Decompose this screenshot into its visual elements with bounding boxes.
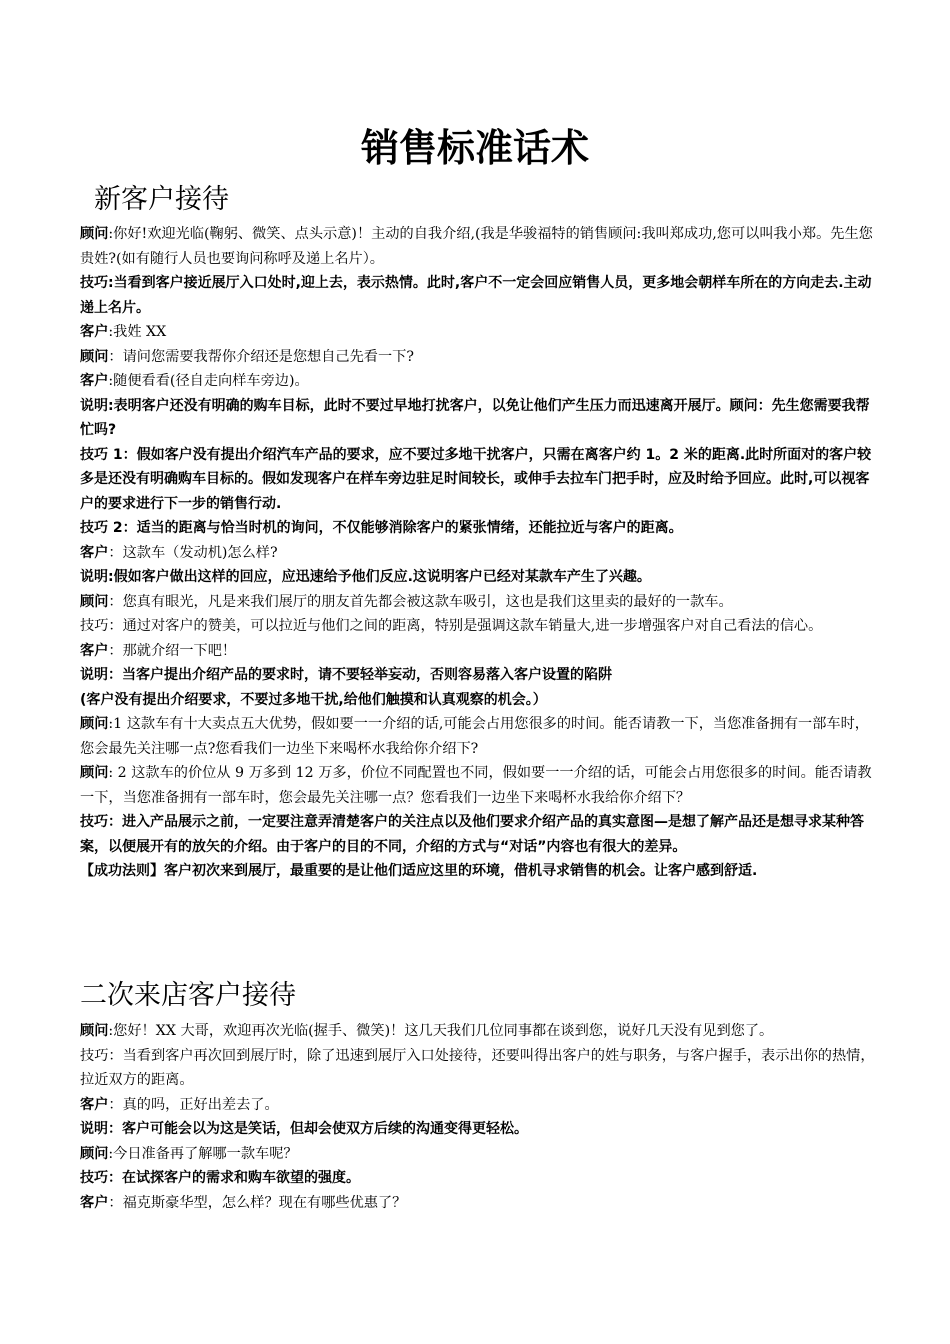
speaker-label: 顾问 [80,348,109,365]
paragraph [80,541,875,566]
paragraph-text: 说明：客户可能会以为这是笑话，但却会使双方后续的沟通变得更轻松。 [80,1121,528,1137]
paragraph [80,1142,875,1167]
paragraph [80,320,875,345]
paragraph-text: 说明：当客户提出介绍产品的要求时，请不要轻举妄动，否则容易落入客户设置的陷阱 [80,667,612,683]
section-heading-return-customer: 二次来店客户接待 [80,980,296,1011]
paragraph-text: 技巧 2：适当的距离与恰当时机的询问，不仅能够消除客户的紧张情绪，还能拉近与客户的距离。 [80,520,683,536]
paragraph-text: ：请问您需要我帮你介绍还是您想自己先看一下? [108,348,414,365]
paragraph-text: ：您真有眼光，凡是来我们展厅的朋友首先都会被这款车吸引，这也是我们这里卖的最好的一款车。 [108,593,733,610]
speaker-label: 客户 [80,1096,109,1113]
paragraph [80,345,875,370]
paragraph-text: :今日准备再了解哪一款车呢？ [108,1145,298,1162]
paragraph [80,810,875,859]
section-body-return-customer [80,1019,875,1215]
speaker-label: 客户 [80,544,109,561]
speaker-label: 顾问 [80,1023,109,1039]
paragraph-text: 技巧:当看到客户接近展厅入口处时,迎上去，表示热情。此时,客户不一定会回应销售人员，更多地会朝样车所在的方向走去.主动递上名片。 [80,275,872,316]
paragraph [80,271,875,320]
speaker-label: 客户 [80,324,109,340]
document-title: 销售标准话术 [360,126,589,170]
paragraph [80,859,875,884]
speaker-label: 顾问 [80,1145,109,1162]
paragraph-text: :我姓 XX [108,324,167,340]
paragraph-text: 技巧：通过对客户的赞美，可以拉近与他们之间的距离，特别是强调这款车销量大,进一步增强客户对自己看法的信心。 [80,618,823,634]
paragraph [80,1044,875,1093]
paragraph [80,516,875,541]
speaker-label: 顾问 [80,593,109,610]
paragraph-text: 说明:表明客户还没有明确的购车目标，此时不要过早地打扰客户，以免让他们产生压力而迅速离开展厅。顾问：先生您需要我帮忙吗? [80,397,870,438]
paragraph [80,712,875,761]
paragraph-text: 技巧：在试探客户的需求和购车欲望的强度。 [80,1170,360,1186]
speaker-label: 顾问 [80,765,109,781]
paragraph [80,1093,875,1118]
paragraph [80,369,875,394]
section-heading-new-customer: 新客户接待 [94,184,229,215]
paragraph [80,639,875,664]
speaker-label: 顾问 [80,226,109,242]
paragraph [80,688,875,713]
paragraph [80,761,875,810]
speaker-label: 客户 [80,642,109,659]
paragraph [80,394,875,443]
paragraph-text: ：福克斯豪华型，怎么样？现在有哪些优惠了？ [108,1194,407,1211]
paragraph-text: :您好！XX 大哥，欢迎再次光临(握手、微笑)！这几天我们几位同事都在谈到您，说好几天没有见到您了。 [108,1023,774,1039]
paragraph [80,1117,875,1142]
paragraph-text: : 2 这款车的价位从 9 万多到 12 万多，价位不同配置也不同，假如要一一介绍的话，可能会占用您很多的时间。能否请教一下，当您准备拥有一部车时，您会最先关注哪一点？您看我们一边坐下来喝杯水我给你介绍下？ [80,765,872,806]
paragraph-text: :你好!欢迎光临(鞠躬、微笑、点头示意)！主动的自我介绍,(我是华骏福特的销售顾问:我叫郑成功,您可以叫我小郑。先生您贵姓?(如有随行人员也要询问称呼及递上名片）。 [80,226,873,267]
paragraph [80,222,875,271]
paragraph-text: ：这款车（发动机)怎么样? [108,544,278,561]
paragraph [80,1019,875,1044]
paragraph [80,663,875,688]
paragraph [80,443,875,517]
paragraph [80,1166,875,1191]
paragraph-text: ：那就介绍一下吧！ [108,642,237,659]
paragraph-text: 【成功法则】客户初次来到展厅，最重要的是让他们适应这里的环境，借机寻求销售的机会。让客户感到舒适. [80,863,758,879]
paragraph-text: 技巧 1：假如客户没有提出介绍汽车产品的要求，应不要过多地干扰客户，只需在离客户约 1。2 米的距离.此时所面对的客户较多是还没有明确购车目标的。假如发现客户在样车旁边驻足时间较长，或伸手去拉车门把手时，应及时给予回应。此时,可以视客户的要求进行下一步的销售行动. [80,446,872,512]
paragraph-text: :1 这款车有十大卖点五大优势，假如要一一介绍的话,可能会占用您很多的时间。能否请教一下，当您准备拥有一部车时，您会最先关注哪一点?您看我们一边坐下来喝杯水我给你介绍下? [80,716,869,757]
paragraph [80,565,875,590]
speaker-label: 顾问 [80,716,109,732]
paragraph-text: (客户没有提出介绍要求，不要过多地干扰,给他们触摸和认真观察的机会。） [80,691,547,708]
paragraph-text: ：真的吗，正好出差去了。 [108,1096,279,1113]
paragraph-text: 技巧：进入产品展示之前，一定要注意弄清楚客户的关注点以及他们要求介绍产品的真实意图—是想了解产品还是想寻求某种答案，以便展开有的放矢的介绍。由于客户的目的不同，介绍的方式与“对话”内容也有很大的差异。 [80,814,864,855]
paragraph-text: 技巧：当看到客户再次回到展厅时，除了迅速到展厅入口处接待，还要叫得出客户的姓与职务，与客户握手，表示出你的热情，拉近双方的距离。 [80,1047,875,1088]
paragraph-text: 说明:假如客户做出这样的回应，应迅速给予他们反应.这说明客户已经对某款车产生了兴趣。 [80,569,651,585]
paragraph [80,1191,875,1216]
paragraph [80,590,875,615]
section-body-new-customer [80,222,875,884]
paragraph-text: :随便看看(径自走向样车旁边)。 [108,373,309,389]
speaker-label: 客户 [80,373,109,389]
speaker-label: 客户 [80,1194,109,1211]
paragraph [80,614,875,639]
